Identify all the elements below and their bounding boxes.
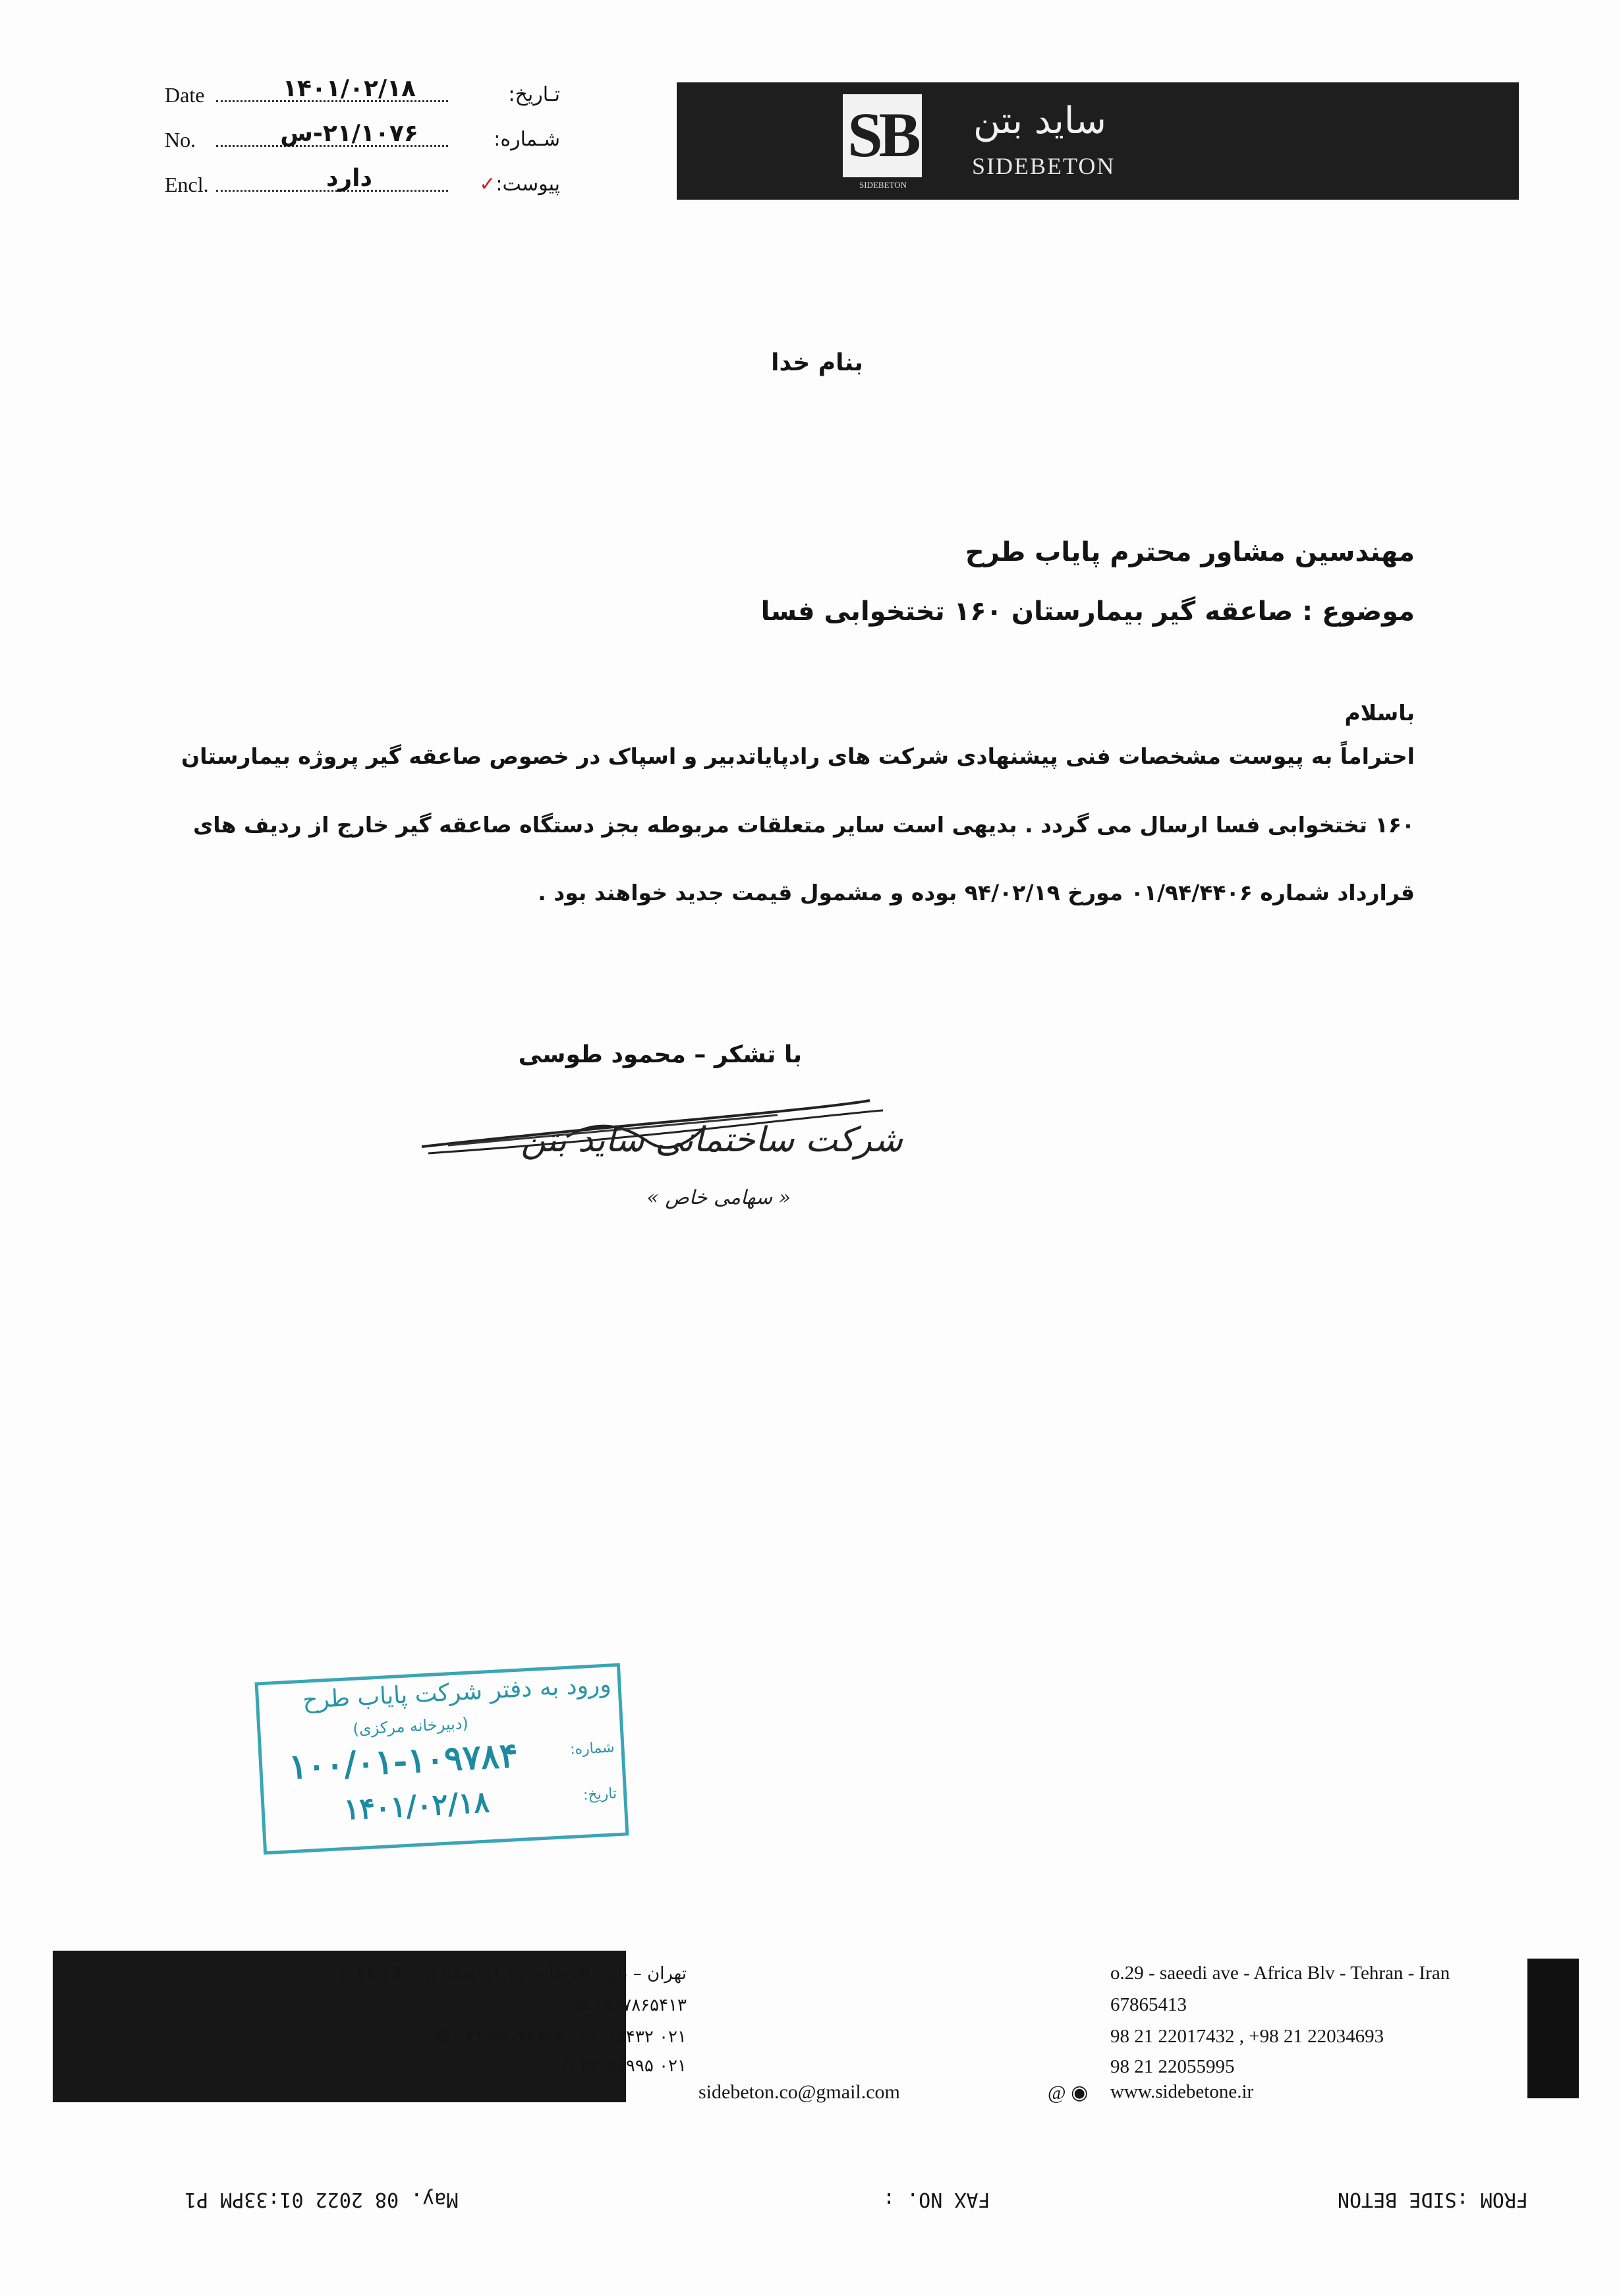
signature-block <box>409 1054 936 1252</box>
globe-icon: ◉ <box>1071 2082 1089 2104</box>
body-line: ۱۶۰ تختخوابی فسا ارسال می گردد . بدیهی است سایر متعلقات مربوطه بجز دستگاه صاعقه گیر خارج از ردیف های <box>193 812 1415 838</box>
company-name-en: SIDEBETON <box>972 153 1116 179</box>
body-line: قرارداد شماره ۰۱/۹۴/۴۴۰۶ مورخ ۹۴/۰۲/۱۹ بوده و مشمول قیمت جدید خواهند بود . <box>538 880 1415 905</box>
logo-mark-letters: SB <box>847 100 917 170</box>
footer-phone-fa-text: ۰۲۱ ۲۲۰۱۷۴۳۲ , ۰۲۱-۲۲۰۳۴۶۹۳ <box>456 2027 687 2047</box>
sidebeton-logo-icon <box>843 94 922 177</box>
logo-mark-caption: SIDEBETON <box>859 180 907 190</box>
fax-icon: ⎙ <box>561 2057 575 2075</box>
enclosure-label-fa-text: پیوست: <box>496 173 560 196</box>
greeting-line: باسلام <box>1344 700 1415 726</box>
footer-address-en: o.29 - saeedi ave - Africa Blv - Tehran - Iran <box>1110 1963 1450 1984</box>
footer-address-fa-text: تهران – بلوار آفریقا – خیابـان سعیدی – پلاک۲۹ <box>356 1964 687 1984</box>
stamp-date-value: ۱۴۰۱/۰۲/۱۸ <box>343 1785 491 1827</box>
footer-postal-en: 67865413 <box>1110 1994 1187 2015</box>
footer-phone-fa <box>431 2027 687 2047</box>
footer-address-fa <box>341 1964 687 1984</box>
mailbox-icon: ✉ <box>575 1996 590 2015</box>
date-label-fa: تـاریخ: <box>508 83 560 106</box>
home-icon: ⌂ <box>341 1965 352 1983</box>
fax-from: FROM :SIDE BETON <box>1338 2188 1528 2211</box>
email-icon: @ <box>1048 2082 1066 2104</box>
letterhead-logo-bar <box>677 82 1519 200</box>
enclosure-value: دارد <box>326 165 372 192</box>
recipient-line: مهندسین مشاور محترم پایاب طرح <box>965 537 1415 567</box>
enclosure-label-en: Encl. <box>165 173 209 196</box>
phone-icon: ☎ <box>431 2028 451 2046</box>
footer-website: www.sidebetone.ir <box>1110 2081 1254 2102</box>
footer-fax-en: 98 21 22055995 <box>1110 2056 1235 2077</box>
number-label-en: No. <box>165 128 196 152</box>
body-line: احتراماً به پیوست مشخصات فنی پیشنهادی شرکت های رادپایاتدبیر و اسپاک در خصوص صاعقه گیر پروژه بیمارستان <box>181 743 1415 769</box>
footer-postal-fa <box>576 1995 687 2015</box>
check-icon: ✓ <box>479 173 496 196</box>
company-name-fa: ساید بتن <box>973 100 1106 142</box>
date-label-en: Date <box>165 83 205 107</box>
date-row <box>165 75 560 117</box>
number-label-fa: شـماره: <box>494 128 560 151</box>
footer-fax-fa-text: ۰۲۱ ۲۲۰۵۵۹۹۵ <box>580 2056 687 2076</box>
date-value: ۱۴۰۱/۰۲/۱۸ <box>282 75 416 102</box>
closing-thanks: با تشکر – محمود طوسی <box>518 1041 802 1068</box>
number-value: ۲۱/۱۰۷۶-س <box>280 120 418 147</box>
fax-number: FAX NO. : <box>883 2188 990 2211</box>
signature-company-type: « سهامی خاص » <box>646 1186 791 1209</box>
receipt-stamp <box>255 1663 629 1855</box>
footer-redaction-right <box>1527 1959 1579 2098</box>
fax-datetime: May. 08 2022 01:33PM P1 <box>185 2188 459 2211</box>
stamp-title: ورود به دفتر شرکت پایاب طرح <box>302 1671 612 1714</box>
stamp-date-label: تاریخ: <box>582 1785 617 1804</box>
stamp-number-label: شماره: <box>569 1739 615 1758</box>
enclosure-row <box>165 167 560 207</box>
footer-web-icons <box>1048 2081 1088 2104</box>
stamp-number-value: ۱۰۰/۰۱-۱۰۹۷۸۴ <box>287 1735 519 1788</box>
bismillah-heading: بنام خدا <box>771 349 863 376</box>
footer-fax-fa <box>562 2056 687 2076</box>
stamp-subtitle: (دبیرخانه مرکزی) <box>352 1713 469 1738</box>
footer-postal-fa-text: ۱۹۶۷۸۶۵۴۱۳ <box>594 1995 687 2015</box>
footer-email: sidebeton.co@gmail.com <box>698 2081 900 2103</box>
enclosure-label-fa <box>475 173 560 196</box>
footer-phone-en: 98 21 22017432 , +98 21 22034693 <box>1110 2026 1384 2047</box>
signature-company: شرکت ساختمانی ساید بتن <box>521 1120 903 1160</box>
subject-line: موضوع : صاعقه گیر بیمارستان ۱۶۰ تختخوابی فسا <box>760 596 1415 627</box>
number-row <box>165 120 560 162</box>
